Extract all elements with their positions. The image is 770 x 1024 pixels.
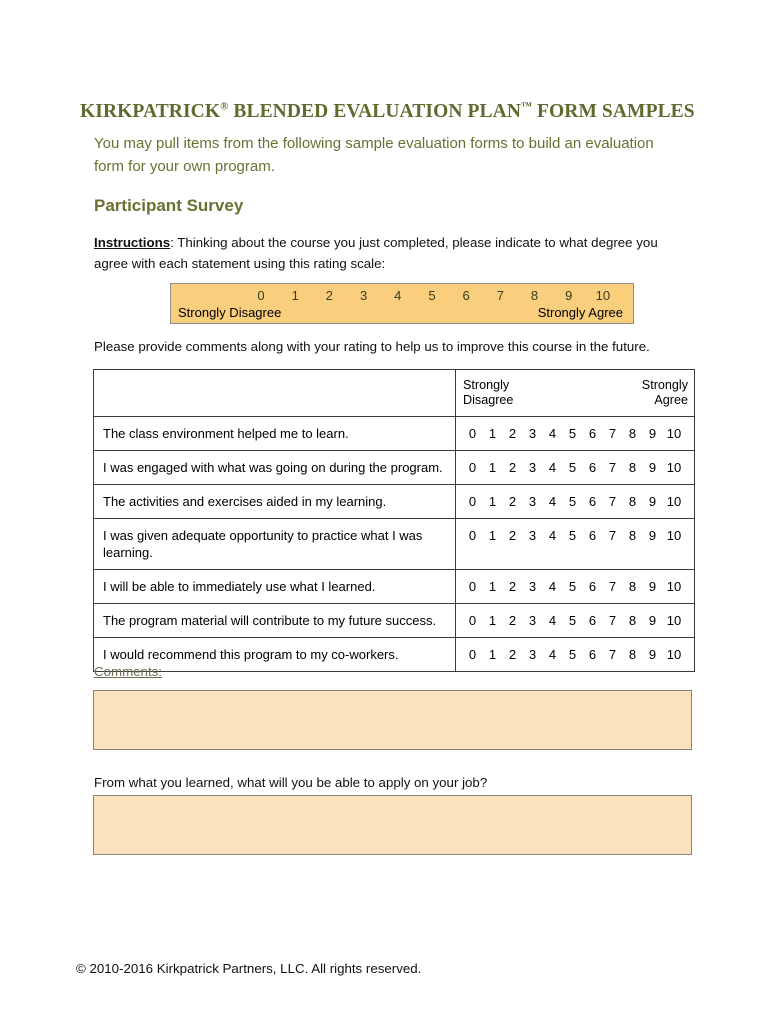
instructions-paragraph: [94, 232, 694, 274]
rating-option[interactable]: 2: [508, 579, 517, 594]
scale-number: 4: [394, 288, 402, 303]
header-anchor-low: [463, 378, 513, 408]
rating-option[interactable]: 8: [628, 528, 637, 543]
scale-number: 10: [595, 288, 611, 303]
header-anchor-high-line2: Agree: [654, 393, 688, 407]
rating-option[interactable]: 0: [468, 528, 477, 543]
rating-option[interactable]: 5: [568, 528, 577, 543]
rating-option[interactable]: 9: [648, 494, 657, 509]
rating-option[interactable]: 10: [666, 460, 682, 475]
rating-option[interactable]: 9: [648, 460, 657, 475]
rating-scale-legend: [170, 283, 634, 324]
rating-option[interactable]: 4: [548, 426, 557, 441]
header-anchor-high-line1: Strongly: [641, 378, 688, 392]
rating-option[interactable]: 1: [488, 494, 497, 509]
rating-option[interactable]: 2: [508, 613, 517, 628]
header-anchor-low-line1: Strongly: [463, 378, 510, 392]
rating-options[interactable]: [456, 570, 695, 604]
rating-options[interactable]: [456, 417, 695, 451]
table-row: [94, 519, 695, 570]
rating-option[interactable]: 6: [588, 647, 597, 662]
rating-option[interactable]: 6: [588, 613, 597, 628]
table-row: [94, 417, 695, 451]
rating-option[interactable]: 10: [666, 613, 682, 628]
rating-option[interactable]: 9: [648, 579, 657, 594]
rating-option[interactable]: 5: [568, 494, 577, 509]
rating-option[interactable]: 8: [628, 647, 637, 662]
statement-text: The class environment helped me to learn.: [94, 417, 456, 451]
rating-option[interactable]: 5: [568, 613, 577, 628]
rating-option[interactable]: 10: [666, 494, 682, 509]
rating-option[interactable]: 2: [508, 494, 517, 509]
scale-number: 1: [291, 288, 299, 303]
trademark-icon: ™: [521, 100, 533, 113]
scale-anchor-high: Strongly Agree: [537, 305, 623, 320]
rating-option[interactable]: 3: [528, 494, 537, 509]
statement-text: I would recommend this program to my co-workers.: [94, 638, 456, 672]
rating-option[interactable]: 2: [508, 528, 517, 543]
rating-option[interactable]: 2: [508, 426, 517, 441]
title-part-1: KIRKPATRICK: [80, 101, 221, 122]
rating-options[interactable]: [456, 451, 695, 485]
scale-number: 7: [496, 288, 504, 303]
rating-option[interactable]: 10: [666, 528, 682, 543]
scale-anchor-low: Strongly Disagree: [178, 305, 282, 320]
rating-option[interactable]: 0: [468, 613, 477, 628]
header-anchor-low-line2: Disagree: [463, 393, 514, 407]
rating-option[interactable]: 7: [608, 528, 617, 543]
rating-option[interactable]: 8: [628, 494, 637, 509]
table-header-row: [94, 370, 695, 417]
rating-option[interactable]: 1: [488, 460, 497, 475]
rating-option[interactable]: 1: [488, 528, 497, 543]
rating-option[interactable]: 0: [468, 647, 477, 662]
rating-option[interactable]: 6: [588, 426, 597, 441]
rating-option[interactable]: 4: [548, 613, 557, 628]
scale-number: 9: [565, 288, 573, 303]
scale-number: 8: [530, 288, 539, 303]
page-title: [80, 101, 694, 123]
rating-option[interactable]: 6: [588, 494, 597, 509]
rating-option[interactable]: 8: [628, 426, 637, 441]
rating-option[interactable]: 9: [648, 426, 657, 441]
header-scale-cell: [456, 370, 695, 417]
rating-option[interactable]: 7: [608, 460, 617, 475]
rating-option[interactable]: 4: [548, 647, 557, 662]
rating-option[interactable]: 4: [548, 579, 557, 594]
rating-options[interactable]: [456, 638, 695, 672]
rating-option[interactable]: 3: [528, 528, 537, 543]
survey-table: [93, 369, 695, 672]
rating-option[interactable]: 7: [608, 494, 617, 509]
scale-number: 2: [325, 288, 333, 303]
rating-option[interactable]: 0: [468, 426, 477, 441]
scale-number: 5: [428, 288, 436, 303]
rating-option[interactable]: 10: [666, 647, 682, 662]
rating-option[interactable]: 6: [588, 528, 597, 543]
rating-option[interactable]: 4: [548, 528, 557, 543]
comments-note: Please provide comments along with your rating to help us to improve this course in the future.: [94, 339, 650, 354]
instructions-text: : Thinking about the course you just completed, please indicate to what degree you agree with each statement using this rating scale:: [94, 235, 658, 271]
apply-answer-input[interactable]: [93, 795, 692, 855]
rating-option[interactable]: 2: [508, 460, 517, 475]
table-row: [94, 570, 695, 604]
statement-text: I was given adequate opportunity to practice what I was learning.: [94, 519, 456, 570]
rating-option[interactable]: 10: [666, 579, 682, 594]
rating-option[interactable]: 9: [648, 613, 657, 628]
rating-option[interactable]: 1: [488, 647, 497, 662]
rating-option[interactable]: 4: [548, 460, 557, 475]
rating-option[interactable]: 6: [588, 460, 597, 475]
header-anchor-high: [642, 378, 688, 408]
rating-option[interactable]: 2: [508, 647, 517, 662]
rating-option[interactable]: 5: [568, 579, 577, 594]
rating-option[interactable]: 3: [528, 460, 537, 475]
header-statement-cell: [94, 370, 456, 417]
rating-option[interactable]: 1: [488, 613, 497, 628]
title-part-2: BLENDED EVALUATION PLAN: [228, 101, 521, 122]
rating-option[interactable]: 9: [648, 528, 657, 543]
statement-text: The activities and exercises aided in my learning.: [94, 485, 456, 519]
comments-input[interactable]: [93, 690, 692, 750]
rating-option[interactable]: 7: [608, 613, 617, 628]
rating-option[interactable]: 8: [628, 613, 637, 628]
rating-option[interactable]: 3: [528, 579, 537, 594]
rating-option[interactable]: 0: [468, 494, 477, 509]
table-row: [94, 604, 695, 638]
rating-option[interactable]: 0: [468, 579, 477, 594]
rating-option[interactable]: 7: [608, 426, 617, 441]
rating-option[interactable]: 9: [648, 647, 657, 662]
scale-number: 0: [257, 288, 265, 303]
scale-number: 6: [462, 288, 470, 303]
apply-question-label: From what you learned, what will you be able to apply on your job?: [94, 775, 488, 790]
rating-scale-numbers: [251, 288, 613, 303]
table-row: [94, 638, 695, 672]
rating-option[interactable]: 7: [608, 647, 617, 662]
rating-options[interactable]: [456, 519, 695, 570]
registered-trademark-icon: ®: [220, 100, 229, 113]
rating-option[interactable]: 6: [588, 579, 597, 594]
table-row: [94, 451, 695, 485]
comments-label: Comments:: [94, 664, 162, 679]
intro-paragraph: You may pull items from the following sample evaluation forms to build an evaluation form for your own program.: [94, 135, 654, 175]
scale-number: 3: [359, 288, 368, 303]
rating-option[interactable]: 5: [568, 647, 577, 662]
rating-options[interactable]: [456, 485, 695, 519]
rating-option[interactable]: 3: [528, 613, 537, 628]
rating-option[interactable]: 5: [568, 426, 577, 441]
statement-text: I was engaged with what was going on during the program.: [94, 451, 456, 485]
rating-option[interactable]: 7: [608, 579, 617, 594]
rating-option[interactable]: 10: [666, 426, 682, 441]
rating-option[interactable]: 4: [548, 494, 557, 509]
table-row: [94, 485, 695, 519]
instructions-label: Instructions: [94, 235, 171, 250]
rating-option[interactable]: 1: [488, 426, 497, 441]
section-heading-participant-survey: Participant Survey: [94, 196, 244, 215]
rating-option[interactable]: 3: [528, 647, 537, 662]
rating-option[interactable]: 8: [628, 579, 637, 594]
statement-text: I will be able to immediately use what I learned.: [94, 570, 456, 604]
footer-copyright: © 2010-2016 Kirkpatrick Partners, LLC. All rights reserved.: [76, 961, 422, 976]
rating-option[interactable]: 0: [468, 460, 477, 475]
rating-option[interactable]: 8: [628, 460, 637, 475]
rating-option[interactable]: 5: [568, 460, 577, 475]
rating-options[interactable]: [456, 604, 695, 638]
statement-text: The program material will contribute to my future success.: [94, 604, 456, 638]
title-part-3: FORM SAMPLES: [532, 101, 695, 122]
rating-option[interactable]: 3: [528, 426, 537, 441]
rating-option[interactable]: 1: [488, 579, 497, 594]
